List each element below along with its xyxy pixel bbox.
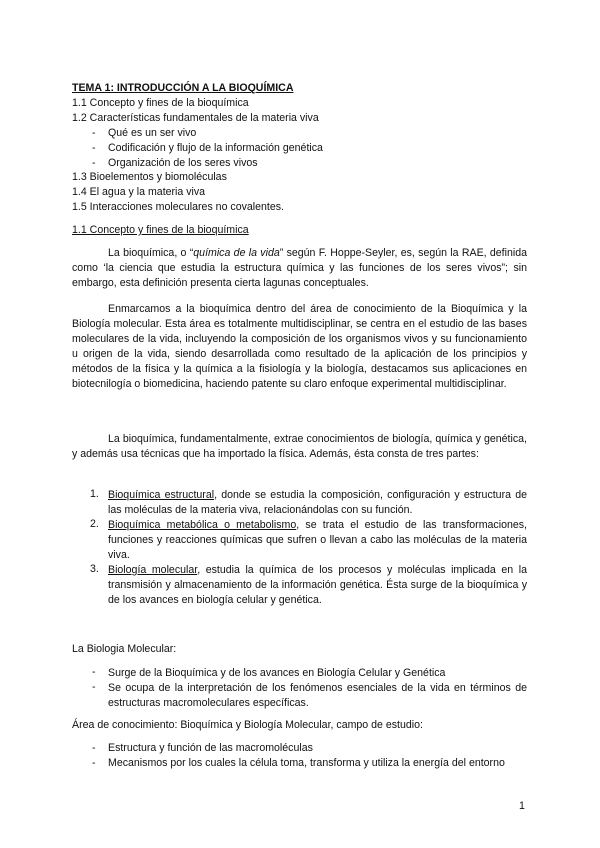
toc-item-1-2: 1.2 Características fundamentales de la materia viva xyxy=(72,112,319,124)
toc-sub-item: Qué es un ser vivo xyxy=(108,127,197,139)
list-number: 3. xyxy=(90,563,99,575)
numbered-item-text: , se trata el estudio de las transformaciones, funciones y reacciones químicas que sufren o llevan a cabo las moléculas de la materia viva. xyxy=(108,519,527,561)
toc-item-1-4: 1.4 El agua y la materia viva xyxy=(72,186,206,198)
term-bioquimica-metabolica: Bioquímica metabólica o metabolismo xyxy=(108,519,297,531)
document-title: TEMA 1: INTRODUCCIÓN A LA BIOQUÍMICA xyxy=(72,82,294,94)
paragraph-1-end: ” según F. Hoppe-Seyler, es, según la RAE, definida como ‘la ciencia que estudia la estructura química y las funciones de los seres vivos”; sin embargo, esta definición presenta cierta lagunas conceptuales. xyxy=(72,247,527,289)
term-biologia-molecular: Biología molecular xyxy=(108,564,198,576)
area-label: Área de conocimiento: Bioquímica y Biología Molecular, campo de estudio: xyxy=(72,719,423,731)
numbered-item-text: , estudia la química de los procesos y moléculas implicada en la transmisión y almacenamiento de la información genética. Ésta surge de la bioquímica y de los avances en biología celular y genética. xyxy=(108,564,527,606)
numbered-item-text: , donde se estudia la composición, configuración y estructura de las moléculas de la materia viva, relacionándolas con su función. xyxy=(108,489,527,516)
page-number: 1 xyxy=(519,800,525,812)
bullet-dash: - xyxy=(92,742,96,754)
list-number: 1. xyxy=(90,488,99,500)
paragraph-1 xyxy=(72,246,527,291)
toc-sub-dash: - xyxy=(92,157,96,169)
bullet-dash: - xyxy=(92,757,96,769)
term-bioquimica-estructural: Bioquímica estructural xyxy=(108,489,215,501)
bullet-dash: - xyxy=(92,666,96,678)
paragraph-1-start: La bioquímica, o “ xyxy=(108,247,194,259)
paragraph-1-italic: química de la vida xyxy=(193,247,280,259)
section-heading: 1.1 Concepto y fines de la bioquímica xyxy=(72,224,249,236)
toc-sub-item: Codificación y flujo de la información genética xyxy=(108,142,323,154)
area-item: Mecanismos por los cuales la célula toma, transforma y utiliza la energía del entorno xyxy=(108,757,505,769)
bullet-dash: - xyxy=(92,681,96,693)
numbered-item-3 xyxy=(108,563,527,608)
bm-item: Surge de la Bioquímica y de los avances en Biología Celular y Genética xyxy=(108,667,446,679)
toc-sub-item: Organización de los seres vivos xyxy=(108,157,258,169)
biologia-molecular-label: La Biologia Molecular: xyxy=(72,643,177,655)
list-number: 2. xyxy=(90,518,99,530)
numbered-item-2 xyxy=(108,518,527,563)
toc-sub-dash: - xyxy=(92,127,96,139)
toc-sub-dash: - xyxy=(92,142,96,154)
area-item: Estructura y función de las macromoléculas xyxy=(108,742,313,754)
paragraph-2: Enmarcamos a la bioquímica dentro del área de conocimiento de la Bioquímica y la Biología molecular. Esta área es totalmente multidisciplinar, se centra en el estudio de las bases moleculares de la vida, incluyendo la composición de los organismos vivos y su funcionamiento u origen de la vida, siendo desarrollada como resultado de la aplicación de los principios y métodos de la física y la química a la fisiología y la biología, destacamos sus aplicaciones en biotecnilogía o biomedicina, haciendo patente su claro enfoque experimental multidisciplinar. xyxy=(72,303,527,390)
numbered-item-1 xyxy=(108,488,527,518)
toc-item-1-1: 1.1 Concepto y fines de la bioquímica xyxy=(72,97,249,109)
toc-item-1-5: 1.5 Interacciones moleculares no covalentes. xyxy=(72,201,284,213)
paragraph-3: La bioquímica, fundamentalmente, extrae conocimientos de biología, química y genética, y además usa técnicas que ha importado la física. Además, ésta consta de tres partes: xyxy=(72,433,527,460)
bm-item: Se ocupa de la interpretación de los fenómenos esenciales de la vida en términos de estructuras macromoleculares específicas. xyxy=(108,682,527,709)
toc-item-1-3: 1.3 Bioelementos y biomoléculas xyxy=(72,171,227,183)
